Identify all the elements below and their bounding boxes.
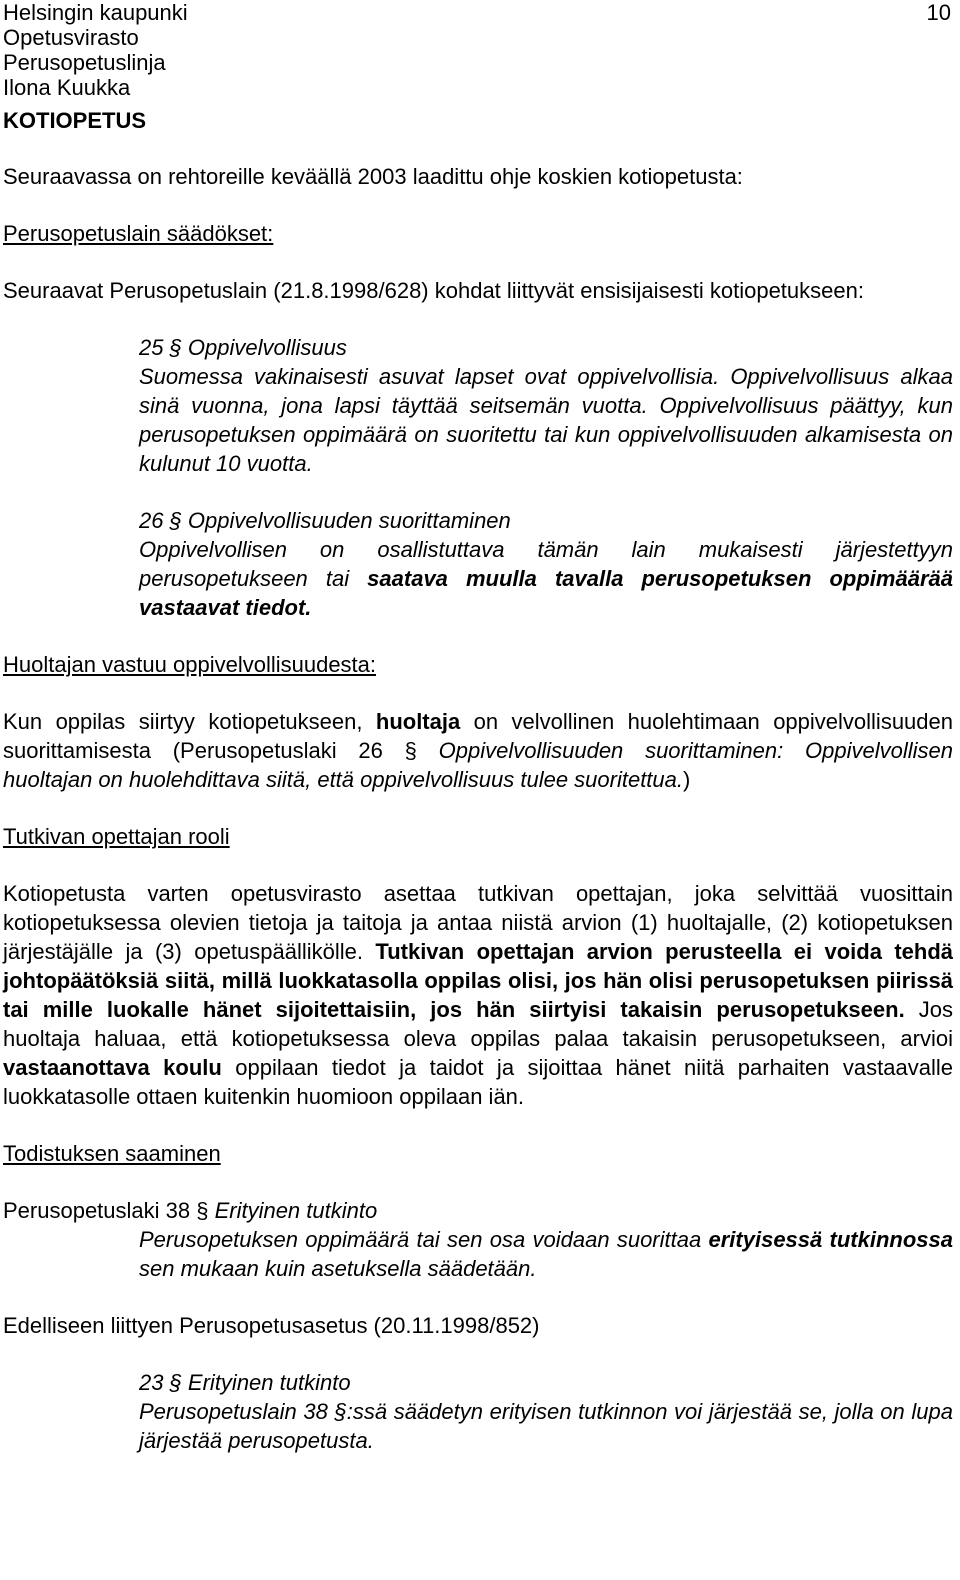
examiner-paragraph [3,879,953,1111]
certificate-law-prefix: Perusopetuslaki 38 § [3,1198,215,1223]
document-title: KOTIOPETUS [3,108,147,133]
guardian-text-2: huoltaja [375,709,461,734]
guardian-text-5: ) [683,767,691,792]
certificate-law-title: Erityinen tutkinto [214,1198,378,1223]
section-26 [139,506,953,622]
guardian-text-3: on velvollinen huolehtimaan oppivelvollisuuden suorittamisesta (Perusopetuslaki 26 § [3,709,953,763]
examiner-text-4: vastaanottava koulu [3,1055,222,1080]
guardian-heading: Huoltajan vastuu oppivelvollisuudesta: [3,652,377,677]
examiner-text-2: Tutkivan opettajan arvion perusteella ei voida tehdä johtopäätöksiä siitä, millä luokkatasolla oppilas olisi, jos hän olisi perusopetuksen piirissä tai mille luokalle hänet sijoitettaisiin, jos hän siirtyisi takaisin perusopetukseen. [3,939,953,1022]
section-25 [139,333,953,478]
certificate-text-1: Perusopetuksen oppimäärä tai sen osa voidaan suorittaa [139,1227,709,1252]
law-intro-paragraph: Seuraavat Perusopetuslain (21.8.1998/628) kohdat liittyvät ensisijaisesti kotiopetukseen: [3,278,864,303]
page-number: 10 [926,0,951,25]
document-page [3,0,953,1455]
certificate-text-2: erityisessä tutkinnossa [708,1227,953,1252]
guardian-text-4: Oppivelvollisuuden suorittaminen: Oppivelvollisen huoltajan on huolehdittava siitä, että oppivelvollisuus tulee suoritettua. [3,738,953,792]
guardian-paragraph [3,707,953,794]
certificate-law-line [3,1196,953,1225]
section-25-text: Suomessa vakinaisesti asuvat lapset ovat oppivelvollisia. Oppivelvollisuus alkaa sinä vuonna, jona lapsi täyttää seitsemän vuotta. Oppivelvollisuus päättyy, kun perusopetuksen oppimäärä on suoritettu tai kun oppivelvollisuuden alkamisesta on kulunut 10 vuotta. [139,364,953,476]
certificate-text-3: sen mukaan kuin asetuksella säädetään. [139,1256,537,1281]
section-25-title: 25 § Oppivelvollisuus [139,335,347,360]
guardian-text-1: Kun oppilas siirtyy kotiopetukseen, [3,709,376,734]
section-26-text [139,535,953,622]
certificate-law-text [139,1225,953,1283]
header-department: Opetusvirasto [3,25,139,50]
document-header [3,0,953,100]
header-unit: Perusopetuslinja [3,50,166,75]
section-23 [139,1368,953,1455]
header-organization: Helsingin kaupunki [3,0,188,25]
header-author: Ilona Kuukka [3,75,131,100]
certificate-heading: Todistuksen saaminen [3,1141,221,1166]
examiner-text-3: Jos huoltaja haluaa, että kotiopetuksessa oleva oppilas palaa takaisin perusopetukseen, arvioi [3,997,953,1051]
section-23-text: Perusopetuslain 38 §:ssä säädetyn erityisen tutkinnon voi järjestää se, jolla on lupa järjestää perusopetusta. [139,1399,953,1453]
decree-line: Edelliseen liittyen Perusopetusasetus (20.11.1998/852) [3,1313,540,1338]
section-26-title: 26 § Oppivelvollisuuden suorittaminen [139,508,511,533]
intro-paragraph: Seuraavassa on rehtoreille keväällä 2003 laadittu ohje koskien kotiopetusta: [3,164,743,189]
section-26-text-b: saatava muulla tavalla perusopetuksen oppimäärää vastaavat tiedot. [139,566,953,620]
examiner-text-1: Kotiopetusta varten opetusvirasto asettaa tutkivan opettajan, joka selvittää vuosittain kotiopetuksessa olevien tietoja ja taitoja ja antaa niistä arvion (1) huoltajalle, (2) kotiopetuksen järjestäjälle ja (3) opetuspäällikölle. [3,881,953,964]
examiner-text-5: oppilaan tiedot ja taidot ja sijoittaa hänet niitä parhaiten vastaavalle luokkatasolle ottaen kuitenkin huomioon oppilaan iän. [3,1055,953,1109]
section-26-text-a: Oppivelvollisen on osallistuttava tämän lain mukaisesti järjestettyyn perusopetukseen tai [139,537,953,591]
section-23-title: 23 § Erityinen tutkinto [139,1370,351,1395]
law-heading: Perusopetuslain säädökset: [3,221,274,246]
examiner-heading: Tutkivan opettajan rooli [3,824,230,849]
